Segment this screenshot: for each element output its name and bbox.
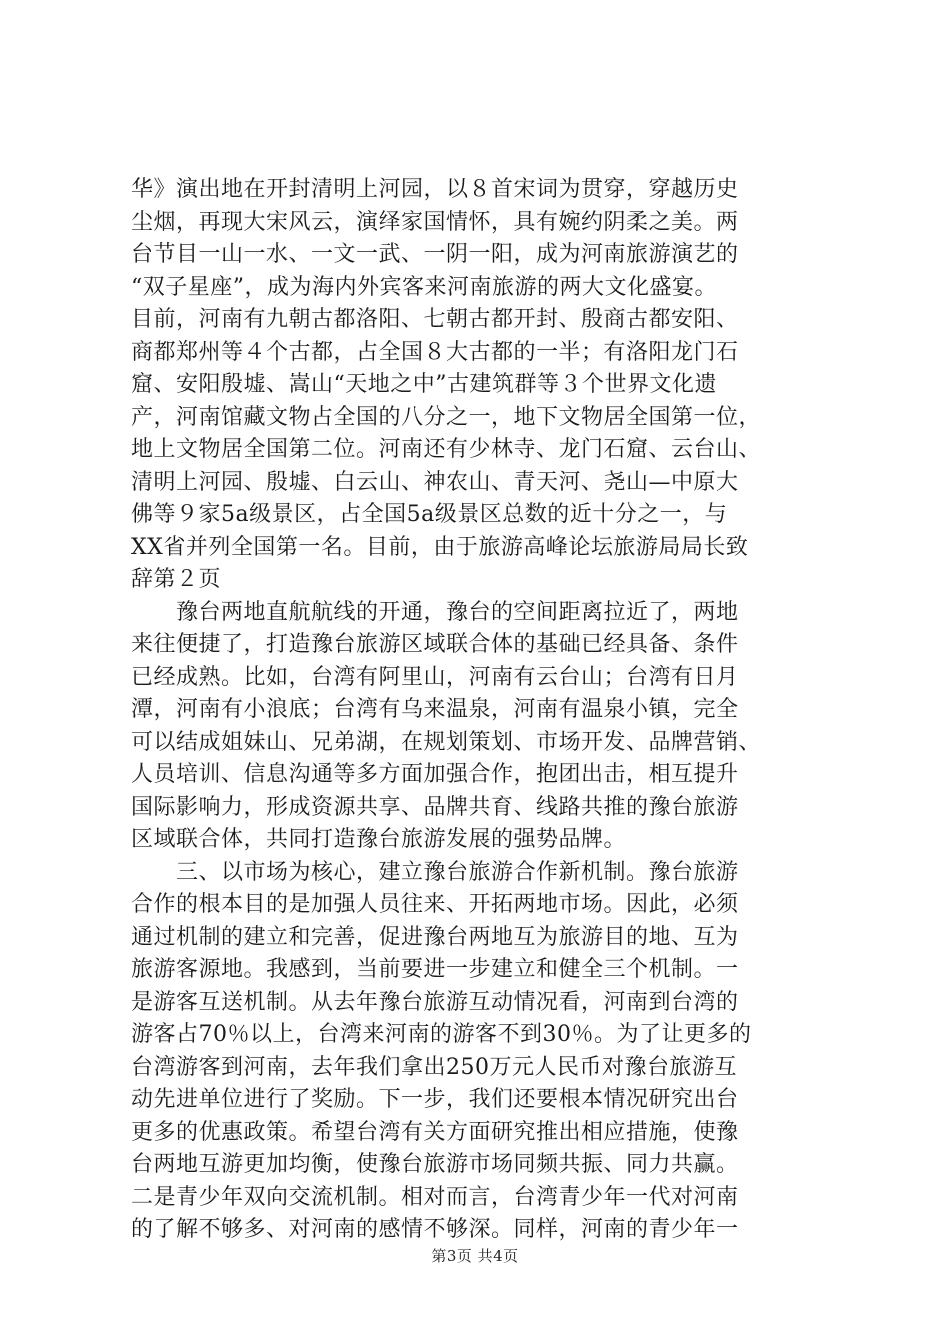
text-line: 台两地互游更加均衡，使豫台旅游市场同频共振、同力共赢。 — [131, 1152, 739, 1177]
text-line: 佛等９家5a级景区，占全国5a级景区总数的近十分之一，与 — [131, 502, 728, 527]
text-line: 的了解不够多、对河南的感情不够深。同样，河南的青少年一 — [131, 1217, 739, 1242]
text-line: 合作的根本目的是加强人员往来、开拓两地市场。因此，必须 — [131, 892, 739, 917]
text-line: 更多的优惠政策。希望台湾有关方面研究推出相应措施，使豫 — [131, 1119, 739, 1145]
text-line: “双子星座”，成为海内外宾客来河南旅游的两大文化盛宴。 — [131, 274, 717, 300]
text-line: 可以结成姐妹山、兄弟湖，在规划策划、市场开发、品牌营销、 — [131, 729, 762, 755]
text-line: 尘烟，再现大宋风云，演绎家国情怀，具有婉约阴柔之美。两 — [131, 209, 739, 235]
text-line: 清明上河园、殷墟、白云山、神农山、青天河、尧山—中原大 — [131, 469, 739, 495]
page-number-label: 第3页 共4页 — [431, 1247, 519, 1265]
text-line: 国际影响力，形成资源共享、品牌共育、线路共推的豫台旅游 — [131, 794, 739, 820]
text-line: 窟、安阳殷墟、嵩山“天地之中”古建筑群等３个世界文化遗 — [131, 372, 717, 397]
text-line: XX省并列全国第一名。目前，由于旅游高峰论坛旅游局局长致 — [131, 534, 749, 560]
text-line: 游客占70％以上，台湾来河南的游客不到30％。为了让更多的 — [131, 1022, 752, 1047]
text-line: 台节目一山一水、一文一武、一阴一阳，成为河南旅游演艺的 — [131, 242, 739, 267]
text-line: 通过机制的建立和完善，促进豫台两地互为旅游目的地、互为 — [131, 924, 739, 950]
text-line: 目前，河南有九朝古都洛阳、七朝古都开封、殷商古都安阳、 — [131, 307, 739, 332]
text-line: 已经成熟。比如，台湾有阿里山，河南有云台山；台湾有日月 — [131, 664, 739, 690]
text-line: 豫台两地直航航线的开通，豫台的空间距离拉近了，两地 — [131, 599, 739, 625]
text-line: 二是青少年双向交流机制。相对而言，台湾青少年一代对河南 — [131, 1184, 739, 1210]
text-line: 地上文物居全国第二位。河南还有少林寺、龙门石窟、云台山、 — [131, 437, 762, 462]
text-line: 动先进单位进行了奖励。下一步，我们还要根本情况研究出台 — [131, 1087, 739, 1112]
text-line: 商都郑州等４个古都，占全国８大古都的一半；有洛阳龙门石 — [131, 339, 739, 365]
text-line: 人员培训、信息沟通等多方面加强合作，抱团出击，相互提升 — [131, 762, 739, 787]
text-line: 产，河南馆藏文物占全国的八分之一，地下文物居全国第一位， — [131, 404, 762, 430]
text-line: 台湾游客到河南，去年我们拿出250万元人民币对豫台旅游互 — [131, 1054, 737, 1080]
body-text — [131, 174, 831, 1247]
text-line: 华》演出地在开封清明上河园，以８首宋词为贯穿，穿越历史 — [131, 177, 739, 202]
text-line: 区域联合体，共同打造豫台旅游发展的强势品牌。 — [131, 827, 627, 852]
text-line: 三、以市场为核心，建立豫台旅游合作新机制。豫台旅游 — [131, 859, 739, 885]
text-line: 是游客互送机制。从去年豫台旅游互动情况看，河南到台湾的 — [131, 989, 739, 1015]
text-line: 辞第２页 — [131, 567, 222, 592]
text-line: 潭，河南有小浪底；台湾有乌来温泉，河南有温泉小镇，完全 — [131, 697, 739, 722]
page-footer — [0, 1245, 950, 1266]
text-line: 旅游客源地。我感到，当前要进一步建立和健全三个机制。一 — [131, 957, 739, 982]
text-line: 来往便捷了，打造豫台旅游区域联合体的基础已经具备、条件 — [131, 632, 739, 657]
